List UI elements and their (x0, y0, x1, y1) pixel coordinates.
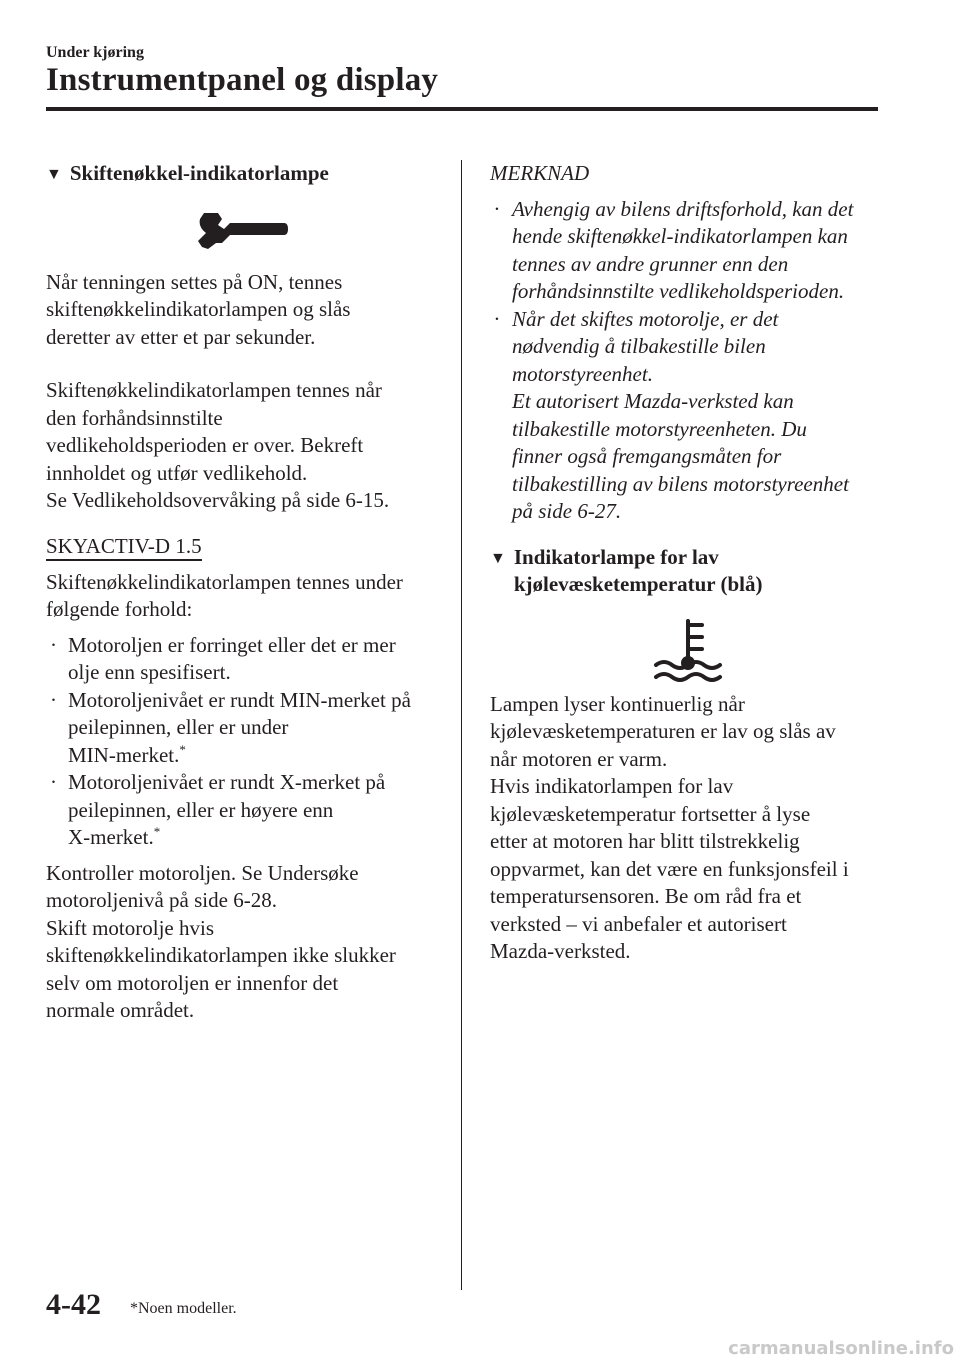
text-line: Hvis indikatorlampen for lav (490, 774, 734, 798)
column-divider (461, 160, 462, 1290)
text-line: etter at motoren har blitt tilstrekkelig (490, 829, 800, 853)
text-line: forhåndsinnstilte vedlikeholdsperioden. (512, 279, 845, 303)
bullet-dot: · (50, 770, 57, 794)
text-line: på side 6-27. (512, 499, 622, 523)
wrench-icon (46, 207, 441, 251)
text-line: vedlikeholdsperioden er over. Bekreft (46, 433, 364, 457)
text-line: olje enn spesifisert. (68, 660, 231, 684)
text-line: normale området. (46, 998, 195, 1022)
text-line: tennes av andre grunner enn den (512, 251, 789, 276)
text-line: Mazda-verksted. (490, 939, 631, 963)
heading-text: Skiftenøkkel-indikatorlampe (69, 161, 329, 185)
text-line: motoroljenivå på side 6-28. (46, 888, 277, 912)
text-line: nødvendig å tilbakestille bilen (512, 334, 766, 358)
paragraph-maintenance (46, 377, 441, 515)
bullet-dot: · (50, 687, 57, 712)
text-line: MIN-merket.* (68, 741, 186, 767)
text-line: X-merket.* (68, 824, 161, 849)
text-line: kjølevæsketemperaturen er lav og slås av (490, 719, 836, 743)
paragraph-ignition: Når tenningen settes på ON, tennes skiftenøkkelindikatorlampen og slås deretter av etter et par sekunder. (46, 269, 351, 349)
text-line: innholdet og utfør vedlikehold. (46, 460, 308, 485)
text-line: den forhåndsinnstilte (46, 405, 223, 430)
text-line: skiftenøkkelindikatorlampen ikke slukker (46, 943, 396, 967)
bullet-dot: · (494, 306, 500, 331)
list-item (46, 632, 441, 687)
bullet-dot: · (50, 632, 57, 657)
text-line: Et autorisert Mazda-verksted kan (512, 389, 794, 413)
triangle-marker-icon: ▼ (46, 166, 62, 183)
heading-text: kjølevæsketemperatur (blå) (513, 572, 763, 596)
text-line: verksted – vi anbefaler et autorisert (490, 911, 787, 936)
text-line: Kontroller motoroljen. Se Undersøke (46, 860, 359, 885)
page-number: 4-42 (46, 1288, 101, 1321)
heading-text: Indikatorlampe for lav (513, 544, 719, 569)
text-line: tilbakestille motorstyreenheten. Du (512, 416, 807, 441)
bullet-dot: · (494, 196, 500, 221)
page-title: Instrumentpanel og display (46, 62, 439, 98)
text-line: selv om motoroljen er innenfor det (46, 970, 339, 995)
list-item (46, 687, 441, 770)
text-line: Motoroljen er forringet eller det er mer (68, 632, 396, 657)
text-line: følgende forhold: (46, 597, 193, 621)
title-rule (46, 107, 878, 111)
text-line: Lampen lyser kontinuerlig når (490, 691, 745, 716)
text-line: Skift motorolje hvis (46, 915, 214, 940)
text-line: når motoren er varm. (490, 746, 668, 771)
text-line: Avhengig av bilens driftsforhold, kan det (512, 196, 854, 221)
text-line: peilepinnen, eller er under (68, 715, 289, 739)
text-line: peilepinnen, eller er høyere enn (68, 797, 334, 822)
text-line: Motoroljenivået er rundt X-merket på (68, 770, 386, 794)
triangle-marker-icon: ▼ (490, 549, 506, 567)
note-item (490, 196, 890, 306)
subsection-heading: SKYACTIV-D 1.5 (46, 533, 202, 561)
text-line: temperatursensoren. Be om råd fra et (490, 884, 802, 908)
right-column (490, 160, 890, 966)
text-line: Se Vedlikeholdsovervåking på side 6-15. (46, 488, 390, 512)
text-line: oppvarmet, kan det være en funksjonsfeil i (490, 856, 849, 881)
footnote-star: * (153, 824, 161, 839)
text-line: motorstyreenhet. (512, 361, 653, 386)
note-title: MERKNAD (490, 161, 590, 185)
text-line: Skiftenøkkelindikatorlampen tennes under (46, 569, 403, 594)
section-label: Under kjøring (46, 44, 144, 61)
watermark: carmanualsonline.info (728, 1338, 954, 1359)
text-line: Når det skiftes motorolje, er det (512, 306, 779, 331)
text-line: hende skiftenøkkel-indikatorlampen kan (512, 224, 848, 248)
left-column (46, 160, 441, 1025)
text-line: Motoroljenivået er rundt MIN-merket på (68, 687, 411, 712)
paragraph-conditions (46, 569, 441, 624)
list-item (46, 769, 441, 852)
section-heading-wrench (46, 160, 441, 189)
paragraph-check-oil (46, 860, 441, 1025)
text-line: kjølevæsketemperatur fortsetter å lyse (490, 801, 811, 826)
note-item (490, 306, 890, 526)
text-line: tilbakestilling av bilens motorstyreenhet (512, 471, 849, 496)
section-heading-coolant (490, 544, 890, 599)
paragraph-coolant (490, 691, 890, 966)
footnote-star: * (179, 741, 186, 757)
text-line: Skiftenøkkelindikatorlampen tennes når (46, 378, 382, 402)
coolant-temperature-icon (490, 617, 890, 683)
footnote: *Noen modeller. (130, 1300, 237, 1317)
text-line: finner også fremgangsmåten for (512, 444, 782, 468)
